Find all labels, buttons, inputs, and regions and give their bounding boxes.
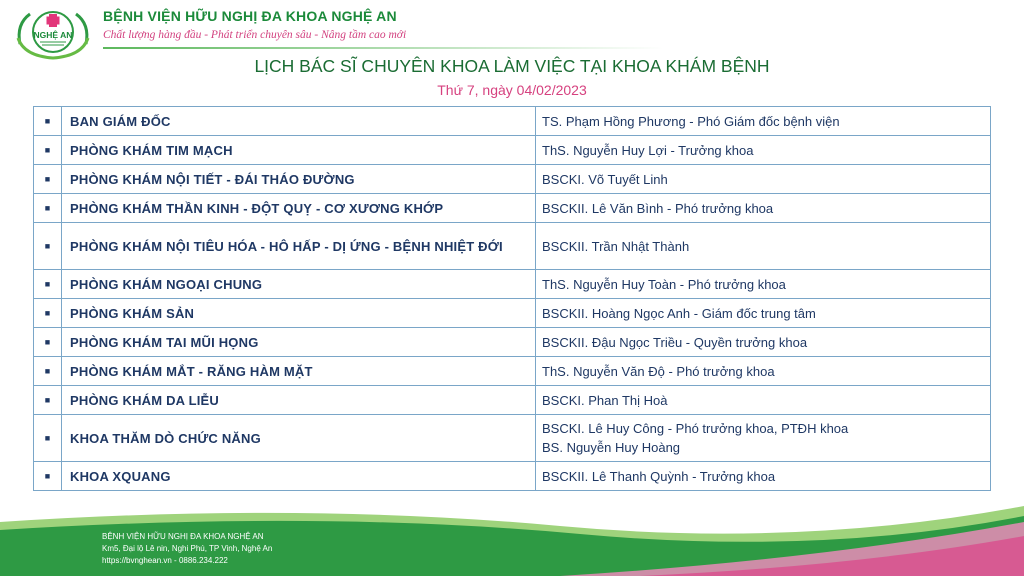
doctor-name: BSCKI. Võ Tuyết Linh — [542, 171, 668, 187]
row-bullet: ■ — [34, 415, 62, 462]
table-row — [34, 223, 991, 270]
hospital-name: BỆNH VIỆN HỮU NGHỊ ĐA KHOA NGHỆ AN — [103, 8, 397, 24]
doctor-cell — [536, 107, 991, 136]
table-row — [34, 415, 991, 462]
hospital-slogan: Chất lượng hàng đầu - Phát triển chuyên sâu - Nâng tầm cao mới — [103, 29, 407, 41]
doctor-cell — [536, 328, 991, 357]
footer-contact: https://bvnghean.vn - 0886.234.222 — [102, 556, 228, 565]
footer-info — [102, 531, 272, 567]
table-row — [34, 194, 991, 223]
header-divider — [103, 47, 663, 49]
doctor-cell — [536, 136, 991, 165]
row-bullet: ■ — [34, 357, 62, 386]
footer-address: Km5, Đại lộ Lê nin, Nghi Phú, TP Vinh, Nghệ An — [102, 544, 273, 553]
row-bullet: ■ — [34, 386, 62, 415]
department-name: PHÒNG KHÁM DA LIỄU — [62, 386, 536, 415]
department-name: PHÒNG KHÁM TIM MẠCH — [62, 136, 536, 165]
doctor-cell — [536, 415, 991, 462]
doctor-cell — [536, 386, 991, 415]
department-name: PHÒNG KHÁM THẦN KINH - ĐỘT QUỴ - CƠ XƯƠNG KHỚP — [62, 194, 536, 223]
doctor-name: BSCKII. Hoàng Ngọc Anh - Giám đốc trung tâm — [542, 305, 816, 321]
department-name: BAN GIÁM ĐỐC — [62, 107, 536, 136]
doctor-cell — [536, 357, 991, 386]
table-row — [34, 165, 991, 194]
doctor-name: TS. Phạm Hồng Phương - Phó Giám đốc bệnh viện — [542, 113, 840, 129]
row-bullet: ■ — [34, 462, 62, 491]
hospital-logo — [14, 4, 92, 60]
page-subtitle: Thứ 7, ngày 04/02/2023 — [437, 82, 587, 98]
doctor-name: BSCKII. Lê Văn Bình - Phó trưởng khoa — [542, 200, 774, 216]
doctor-cell — [536, 270, 991, 299]
doctor-cell — [536, 194, 991, 223]
row-bullet: ■ — [34, 299, 62, 328]
table-row — [34, 107, 991, 136]
doctor-name: BS. Nguyễn Huy Hoàng — [542, 440, 681, 455]
row-bullet: ■ — [34, 328, 62, 357]
doctor-name: BSCKII. Lê Thanh Quỳnh - Trưởng khoa — [542, 468, 776, 484]
department-name: PHÒNG KHÁM TAI MŨI HỌNG — [62, 328, 536, 357]
department-name: PHÒNG KHÁM NGOẠI CHUNG — [62, 270, 536, 299]
doctor-cell — [536, 223, 991, 270]
row-bullet: ■ — [34, 223, 62, 270]
department-name: PHÒNG KHÁM NỘI TIÊU HÓA - HÔ HẤP - DỊ ỨNG - BỆNH NHIỆT ĐỚI — [62, 223, 536, 270]
doctor-name: BSCKI. Lê Huy Công - Phó trưởng khoa, PTĐH khoa — [542, 421, 849, 436]
doctor-name: BSCKI. Phan Thị Hoà — [542, 392, 668, 408]
doctor-name: BSCKII. Đậu Ngọc Triều - Quyền trưởng khoa — [542, 334, 808, 350]
department-name: PHÒNG KHÁM SẢN — [62, 299, 536, 328]
table-row — [34, 357, 991, 386]
row-bullet: ■ — [34, 194, 62, 223]
doctor-name: ThS. Nguyễn Huy Lợi - Trưởng khoa — [542, 142, 754, 158]
doctor-name: ThS. Nguyễn Văn Độ - Phó trưởng khoa — [542, 363, 775, 379]
footer-name: BỆNH VIỆN HỮU NGHỊ ĐA KHOA NGHỆ AN — [102, 532, 264, 541]
department-name: KHOA THĂM DÒ CHỨC NĂNG — [62, 415, 536, 462]
table-row — [34, 270, 991, 299]
table-row — [34, 386, 991, 415]
doctor-cell — [536, 299, 991, 328]
department-name: KHOA XQUANG — [62, 462, 536, 491]
doctor-cell — [536, 462, 991, 491]
table-row — [34, 136, 991, 165]
row-bullet: ■ — [34, 165, 62, 194]
department-name: PHÒNG KHÁM MẮT - RĂNG HÀM MẶT — [62, 357, 536, 386]
table-row — [34, 462, 991, 491]
table-row — [34, 328, 991, 357]
schedule-body — [34, 107, 991, 491]
row-bullet: ■ — [34, 270, 62, 299]
table-row — [34, 299, 991, 328]
logo-text: NGHỆ AN — [33, 30, 73, 40]
row-bullet: ■ — [34, 136, 62, 165]
department-name: PHÒNG KHÁM NỘI TIẾT - ĐÁI THÁO ĐƯỜNG — [62, 165, 536, 194]
schedule-table — [33, 106, 991, 491]
row-bullet: ■ — [34, 107, 62, 136]
doctor-name: ThS. Nguyễn Huy Toàn - Phó trưởng khoa — [542, 276, 786, 292]
doctor-name: BSCKII. Trần Nhật Thành — [542, 238, 690, 254]
page-title: LỊCH BÁC SĨ CHUYÊN KHOA LÀM VIỆC TẠI KHOA KHÁM BỆNH — [254, 56, 770, 76]
doctor-cell — [536, 165, 991, 194]
